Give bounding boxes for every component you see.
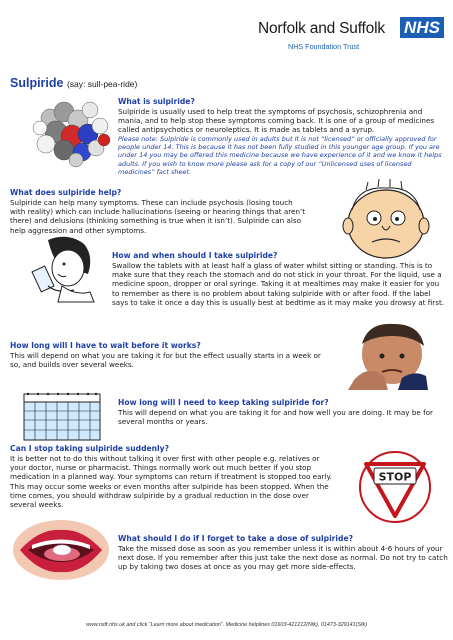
- heading-wait: How long will I have to wait before it works?: [10, 341, 201, 350]
- nhs-logo-badge: NHS: [400, 17, 444, 38]
- text-when-take: Swallow the tablets with at least half a glass of water whilst sitting or standing. This is to make sure that they reach the stomach and do not stick in your throat. For the liquid, use a medicine spoon, dropper or oral syringe. Taking it at mealtimes may make it easier for you to remember as there is no problem about taking sulpiride with or after food. If the label says to take it once a day this is usually best at bedtime as it may make you drowsy at first.: [112, 261, 445, 307]
- trust-name: NHS Foundation Trust: [288, 42, 360, 51]
- text-stop: It is better not to do this without talking it over first with other people e.g. relatives or your doctor, nurse or pharmacist. Things normally work out much better if you stop medication in a planned way. Your symptoms can return if treatment is stopped too early. This may occur some weeks or even months after sulpiride has been stopped. When the time comes, you should withdraw sulpiride by a gradual reduction in the dose over several weeks.: [10, 454, 332, 510]
- stop-sign-illustration: [358, 450, 432, 524]
- page-title: [10, 76, 137, 90]
- footer-helplines: www.nsft.nhs.uk and click “Learn more about medication”. Medicine helplines 01603-421212(Nfk), 01473-329141(Sfk): [85, 622, 368, 628]
- mouth-with-pill-illustration: [10, 518, 112, 582]
- heading-what-is: What is sulpiride?: [118, 97, 195, 106]
- person-drinking-water-illustration: [18, 234, 100, 304]
- pronunciation: (say: sull-pea-ride): [66, 79, 138, 89]
- heading-when-take: How and when should I take sulpiride?: [112, 251, 278, 260]
- stop-sign-label: STOP: [378, 470, 412, 484]
- calendar-illustration: [22, 392, 102, 442]
- text-forget: Take the missed dose as soon as you remember unless it is within about 4-6 hours of your next dose. If you remember after this just take the next dose as normal. Do not try to catch up by taking two doses at once as you may get more side-effects.: [118, 544, 448, 572]
- org-name: Norfolk and Suffolk: [258, 20, 385, 37]
- text-what-help: Sulpiride can help many symptoms. These can include psychosis (losing touch with reality) which can include hallucinations (seeing or hearing things that aren’t there) and delusions (thinking something is true when it isn’t). Sulpiride can also help aggression and other symptoms.: [10, 198, 306, 235]
- text-keep: This will depend on what you are taking it for and how well you are doing. It may be for several months or years.: [118, 408, 433, 427]
- heading-what-help: What does sulpiride help?: [10, 188, 122, 197]
- heading-stop: Can I stop taking sulpiride suddenly?: [10, 444, 170, 453]
- drug-name: Sulpiride: [10, 76, 64, 90]
- text-wait: This will depend on what you are taking it for but the effect usually starts in a week or so, and builds over several weeks.: [10, 351, 321, 370]
- heading-forget: What should I do if I forget to take a dose of sulpiride?: [118, 534, 354, 543]
- molecule-illustration: [30, 96, 112, 168]
- text-please-note: Please note: Sulpiride is commonly used in adults but it is not “licensed” or officially approved for people under 14. This is because it has not been fully studied in this younger age group. If you are under 14 you may be offered this medicine because we have experience of it and we know it helps adults. If you wish to know more please ask for a copy of our “Unlicensed uses of licensed medicines” fact sheet.: [118, 135, 442, 176]
- heading-keep: How long will I need to keep taking sulpiride for?: [118, 398, 329, 407]
- thinking-man-illustration: [338, 318, 438, 390]
- text-what-is: Sulpiride is usually used to help treat the symptoms of psychosis, schizophrenia and mania, and to help stop these symptoms coming back. It is one of a group of medicines called antipsychotics or neuroleptics. It is made as tablets and a syrup.: [118, 107, 435, 135]
